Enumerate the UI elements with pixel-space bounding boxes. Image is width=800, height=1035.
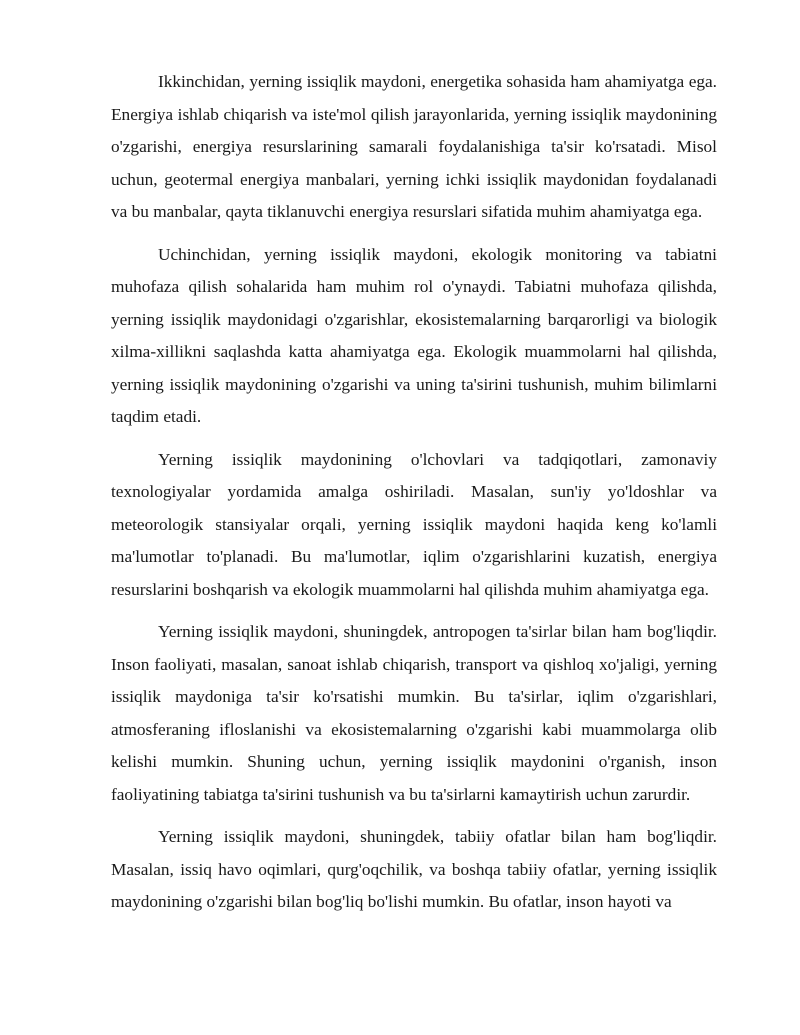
- paragraph-4: Yerning issiqlik maydoni, shuningdek, antropogen ta'sirlar bilan ham bog'liqdir. Inson faoliyati, masalan, sanoat ishlab chiqarish, transport va qishloq xo'jaligi, yerning issiqlik maydoniga ta'sir ko'rsatishi mumkin. Bu ta'sirlar, iqlim o'zgarishlari, atmosferaning ifloslanishi va ekosistemalarning o'zgarishi kabi muammolarga olib kelishi mumkin. Shuning uchun, yerning issiqlik maydonini o'rganish, inson faoliyatining tabiatga ta'sirini tushunish va bu ta'sirlarni kamaytirish uchun zarurdir.: [111, 622, 717, 804]
- paragraph-3: Yerning issiqlik maydonining o'lchovlari va tadqiqotlari, zamonaviy texnologiyalar yordamida amalga oshiriladi. Masalan, sun'iy yo'ldoshlar va meteorologik stansiyalar orqali, yerning issiqlik maydoni haqida keng ko'lamli ma'lumotlar to'planadi. Bu ma'lumotlar, iqlim o'zgarishlarini kuzatish, energiya resurslarini boshqarish va ekologik muammolarni hal qilishda muhim ahamiyatga ega.: [111, 449, 717, 599]
- paragraph-2: Uchinchidan, yerning issiqlik maydoni, ekologik monitoring va tabiatni muhofaza qilish sohalarida ham muhim rol o'ynaydi. Tabiatni muhofaza qilishda, yerning issiqlik maydonidagi o'zgarishlar, ekosistemalarning barqarorligi va biologik xilma-xillikni saqlashda katta ahamiyatga ega. Ekologik muammolarni hal qilishda, yerning issiqlik maydonining o'zgarishi va uning ta'sirini tushunish, muhim bilimlarni taqdim etadi.: [111, 244, 717, 426]
- document-body: [111, 66, 717, 929]
- paragraph-1: Ikkinchidan, yerning issiqlik maydoni, energetika sohasida ham ahamiyatga ega. Energiya ishlab chiqarish va iste'mol qilish jarayonlarida, yerning issiqlik maydonining o'zgarishi, energiya resurslarining samarali foydalanishiga ta'sir ko'rsatadi. Misol uchun, geotermal energiya manbalari, yerning ichki issiqlik maydonidan foydalanadi va bu manbalar, qayta tiklanuvchi energiya resurslari sifatida muhim ahamiyatga ega.: [111, 72, 717, 221]
- paragraph-5: Yerning issiqlik maydoni, shuningdek, tabiiy ofatlar bilan ham bog'liqdir. Masalan, issiq havo oqimlari, qurg'oqchilik, va boshqa tabiiy ofatlar, yerning issiqlik maydonining o'zgarishi bilan bog'liq bo'lishi mumkin. Bu ofatlar, inson hayoti va: [111, 827, 717, 911]
